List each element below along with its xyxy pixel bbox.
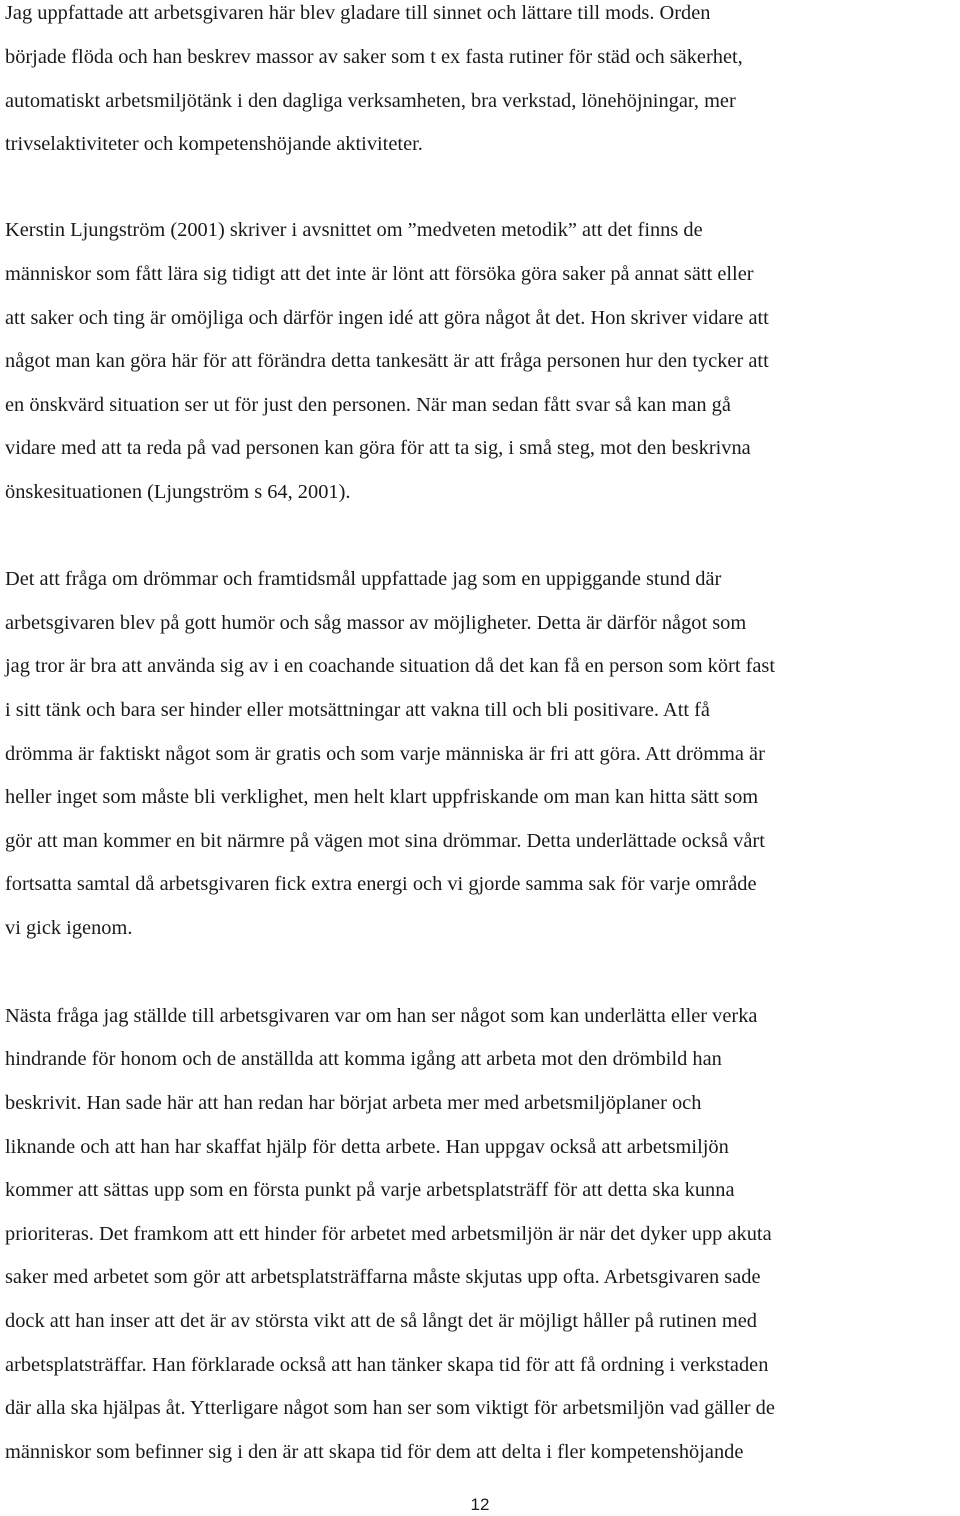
text-line: prioriteras. Det framkom att ett hinder för arbetet med arbetsmiljön är när det dyker upp akuta — [5, 1223, 772, 1245]
text-line: vidare med att ta reda på vad personen kan göra för att ta sig, i små steg, mot den beskrivna — [5, 437, 751, 459]
text-line: Det att fråga om drömmar och framtidsmål uppfattade jag som en uppiggande stund där — [5, 568, 722, 590]
text-line: drömma är faktiskt något som är gratis och som varje människa är fri att göra. Att drömma är — [5, 743, 765, 765]
text-line: en önskvärd situation ser ut för just den personen. När man sedan fått svar så kan man gå — [5, 394, 731, 416]
text-line: Jag uppfattade att arbetsgivaren här blev gladare till sinnet och lättare till mods. Orden — [5, 2, 711, 24]
text-line: att saker och ting är omöjliga och därför ingen idé att göra något åt det. Hon skriver vidare att — [5, 307, 769, 329]
text-line: Nästa fråga jag ställde till arbetsgivaren var om han ser något som kan underlätta eller verka — [5, 1005, 758, 1027]
text-line: hindrande för honom och de anställda att komma igång att arbeta mot den drömbild han — [5, 1048, 722, 1070]
text-line: människor som fått lära sig tidigt att det inte är lönt att försöka göra saker på annat sätt eller — [5, 263, 754, 285]
text-line: fortsatta samtal då arbetsgivaren fick extra energi och vi gjorde samma sak för varje område — [5, 873, 757, 895]
text-line: saker med arbetet som gör att arbetsplatsträffarna måste skjutas upp ofta. Arbetsgivaren sade — [5, 1266, 761, 1288]
text-line: Kerstin Ljungström (2001) skriver i avsnittet om ”medveten metodik” att det finns de — [5, 219, 703, 241]
page-number: 12 — [470, 1495, 490, 1514]
text-line: dock att han inser att det är av största vikt att de så långt det är möjligt håller på rutinen med — [5, 1310, 757, 1332]
text-line: gör att man kommer en bit närmre på vägen mot sina drömmar. Detta underlättade också vårt — [5, 830, 765, 852]
text-line: liknande och att han har skaffat hjälp för detta arbete. Han uppgav också att arbetsmiljön — [5, 1136, 729, 1158]
text-line: automatiskt arbetsmiljötänk i den dagliga verksamheten, bra verkstad, lönehöjningar, mer — [5, 90, 736, 112]
text-line: arbetsgivaren blev på gott humör och såg massor av möjligheter. Detta är därför något som — [5, 612, 747, 634]
text-line: heller inget som måste bli verklighet, men helt klart uppfriskande om man kan hitta sätt som — [5, 786, 759, 808]
text-line: började flöda och han beskrev massor av saker som t ex fasta rutiner för städ och säkerhet, — [5, 46, 743, 68]
text-line: arbetsplatsträffar. Han förklarade också att han tänker skapa tid för att få ordning i verkstaden — [5, 1354, 769, 1376]
text-line: kommer att sättas upp som en första punkt på varje arbetsplatsträff för att detta ska kunna — [5, 1179, 735, 1201]
text-line: önskesituationen (Ljungström s 64, 2001). — [5, 481, 351, 503]
text-line: där alla ska hjälpas åt. Ytterligare något som han ser som viktigt för arbetsmiljön vad gäller de — [5, 1397, 775, 1419]
text-line: beskrivit. Han sade här att han redan har börjat arbeta mer med arbetsmiljöplaner och — [5, 1092, 702, 1114]
text-line: människor som befinner sig i den är att skapa tid för dem att delta i fler kompetenshöjande — [5, 1441, 744, 1463]
text-line: vi gick igenom. — [5, 917, 133, 939]
text-line: något man kan göra här för att förändra detta tankesätt är att fråga personen hur den tycker att — [5, 350, 769, 372]
text-line: jag tror är bra att använda sig av i en coachande situation då det kan få en person som kört fast — [5, 655, 776, 677]
text-line: i sitt tänk och bara ser hinder eller motsättningar att vakna till och bli positivare. Att få — [5, 699, 710, 721]
text-line: trivselaktiviteter och kompetenshöjande aktiviteter. — [5, 133, 423, 155]
